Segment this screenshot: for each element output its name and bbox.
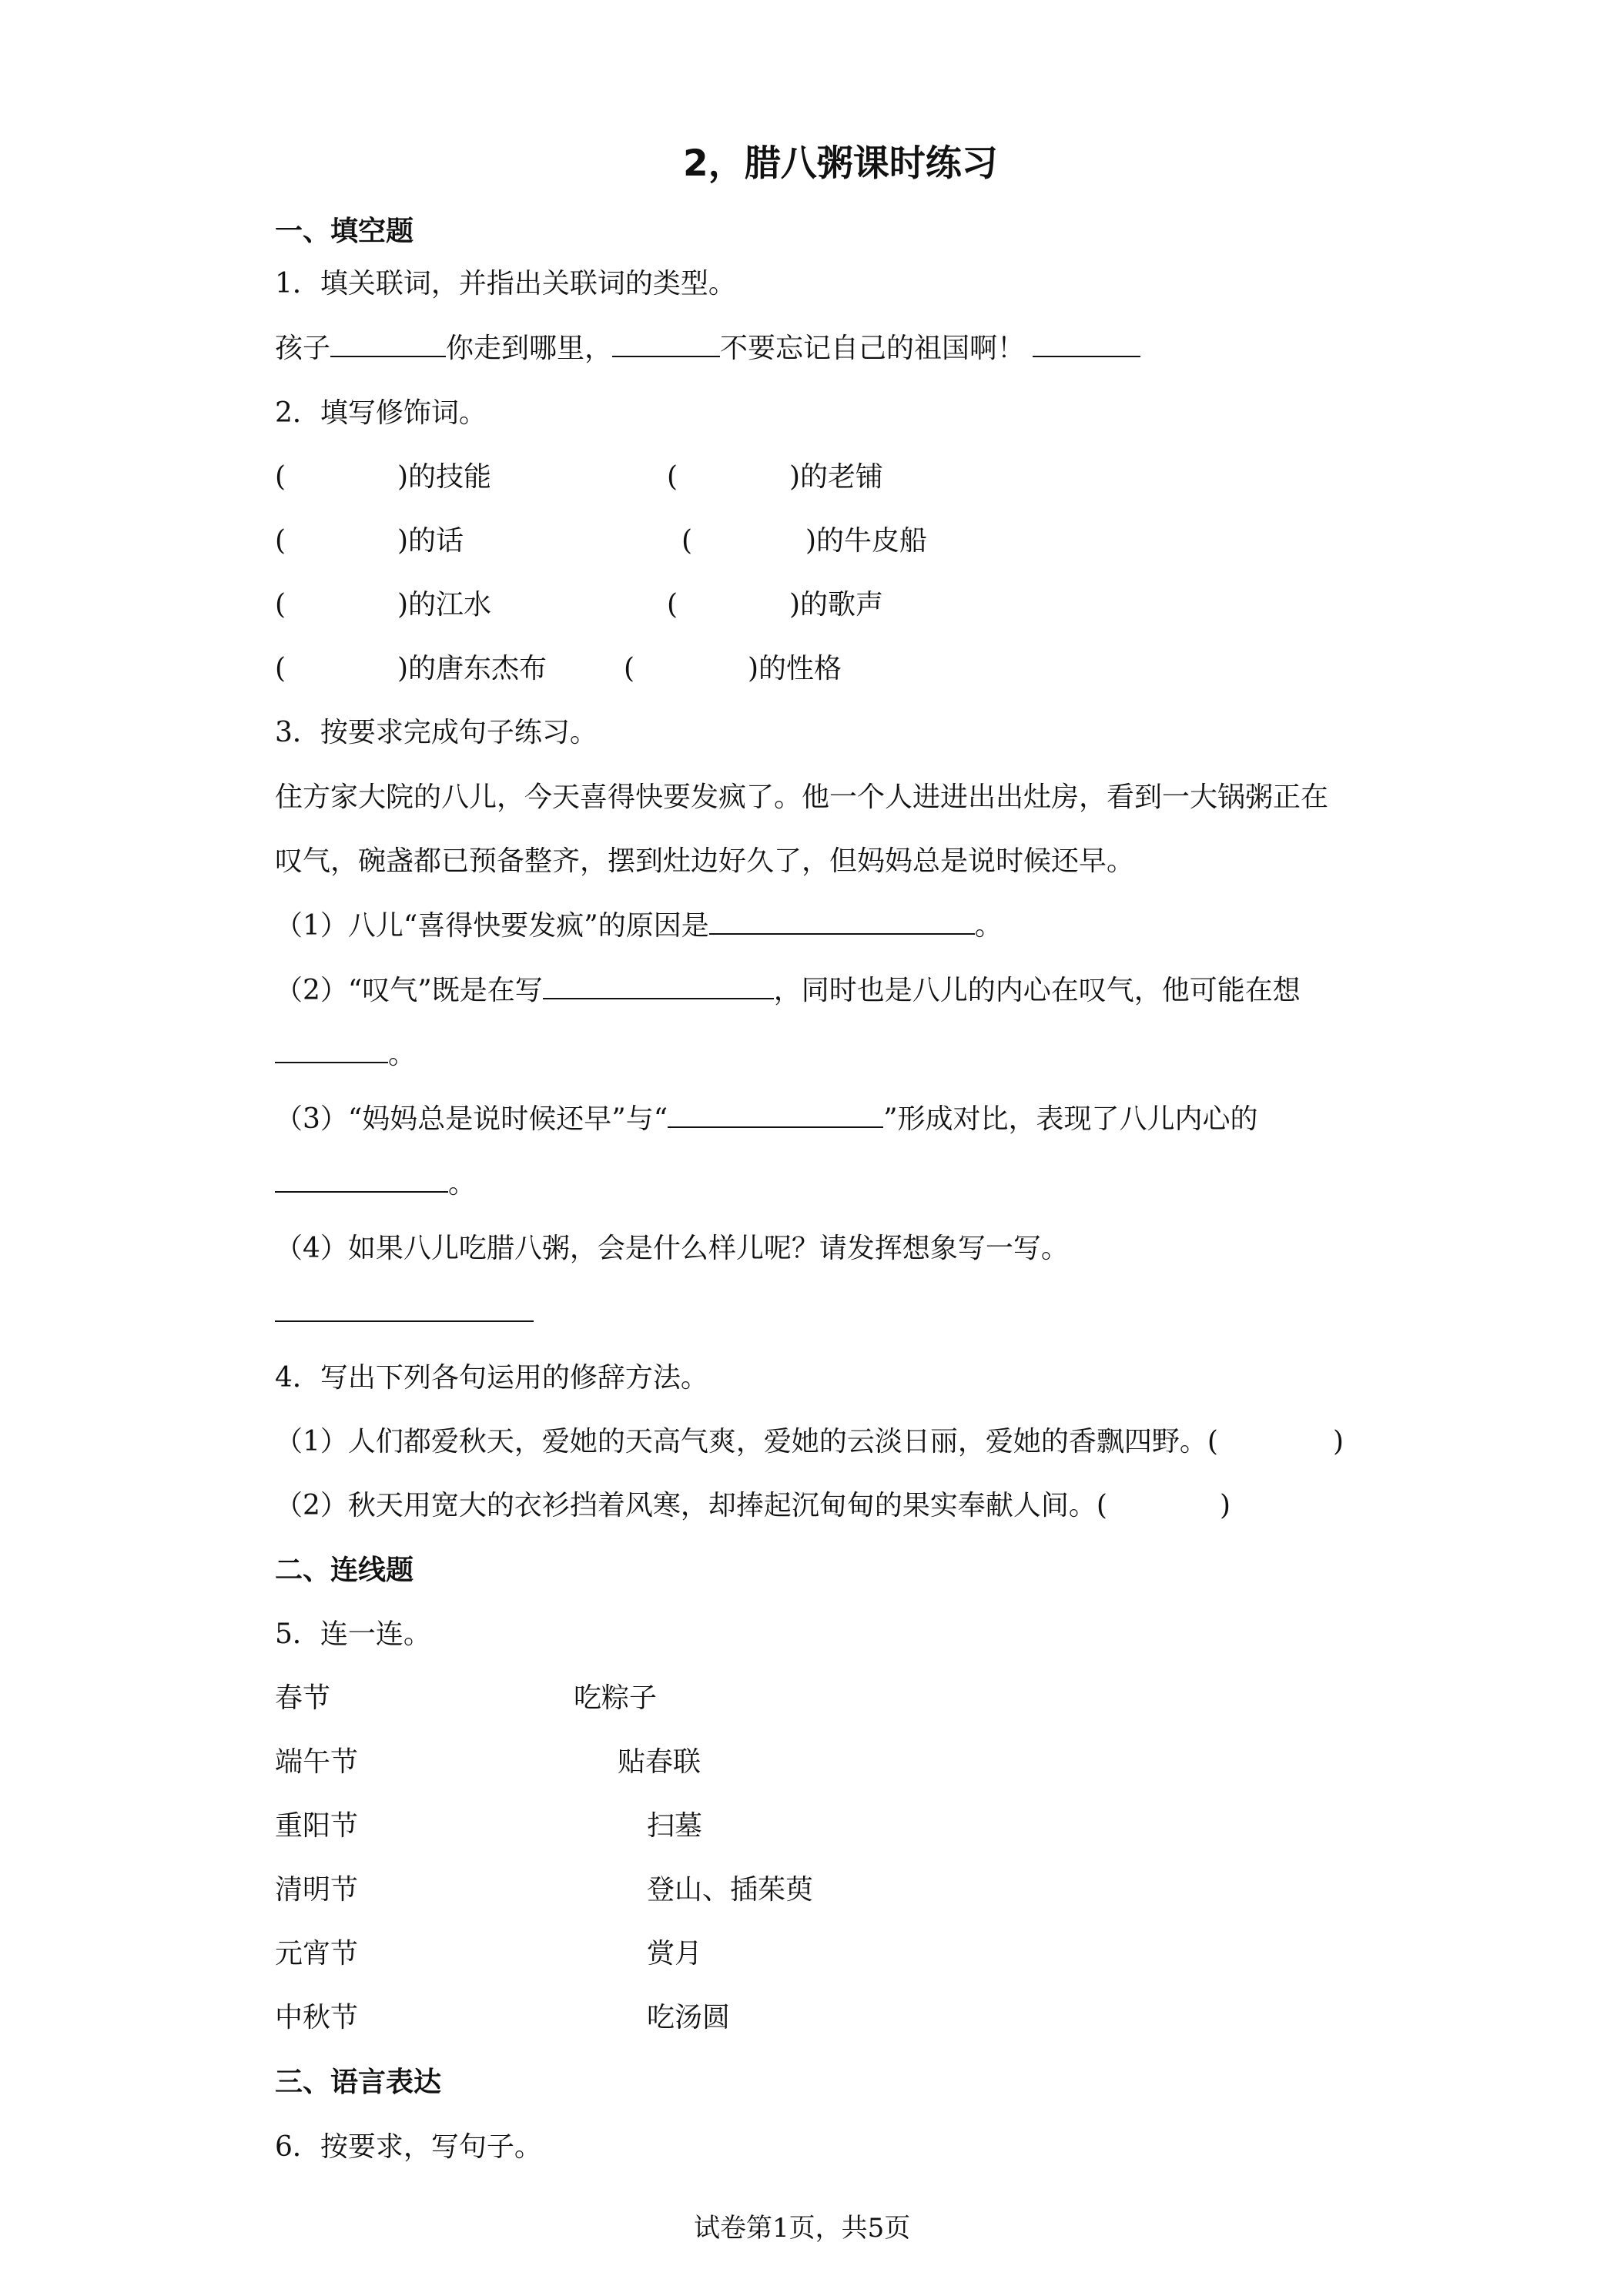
q3-sub-4: （4）如果八儿吃腊八粥，会是什么样儿呢？请发挥想象写一写。 (275, 1233, 1069, 1264)
q2-item-3-left: )的江水 (397, 589, 492, 621)
q2-item-4-left: )的唐东杰布 (397, 653, 547, 684)
question-1-prompt: 1．填关联词，并指出关联词的类型。 (275, 268, 736, 300)
q3-sub-2-cont (275, 1036, 416, 1074)
q3-sub-2-text: （2）“叹气”既是在写 (275, 975, 543, 1006)
q3-sub-3-text: （3）“妈妈总是说时候还早”与“ (275, 1103, 668, 1135)
q2-item-1-left: )的技能 (397, 461, 492, 493)
question-3-prompt: 3．按要求完成句子练习。 (275, 717, 598, 748)
q2-paren-open: ( (275, 653, 286, 684)
question-5-prompt: 5．连一连。 (275, 1618, 431, 1650)
answer-blank[interactable] (543, 972, 774, 999)
answer-blank[interactable] (275, 1294, 534, 1322)
answer-blank[interactable] (275, 1036, 388, 1063)
q3-sub-3 (275, 1100, 1258, 1139)
match-left-item[interactable]: 清明节 (275, 1874, 359, 1906)
match-right-item[interactable]: 吃粽子 (574, 1682, 658, 1714)
q2-paren-open: ( (275, 525, 286, 557)
q3-passage-line-2: 叹气，碗盏都已预备整齐，摆到灶边好久了，但妈妈总是说时候还早。 (275, 845, 1135, 877)
q3-sub-2-end: 。 (388, 1039, 417, 1070)
q3-sub-3-text-b: ”形成对比，表现了八儿内心的 (883, 1103, 1258, 1135)
page-title: 2，腊八粥课时练习 (683, 142, 998, 185)
q2-item-4-right: )的性格 (748, 653, 842, 684)
match-right-item[interactable]: 登山、插茱萸 (647, 1874, 814, 1906)
q2-paren-open: ( (667, 461, 678, 493)
answer-blank[interactable] (275, 1165, 448, 1193)
q3-sub-3-cont (275, 1165, 476, 1203)
match-right-item[interactable]: 吃汤圆 (647, 2002, 731, 2033)
q4-sub-1-close: ) (1333, 1426, 1344, 1458)
match-left-item[interactable]: 端午节 (275, 1746, 359, 1778)
q2-item-1-right: )的老铺 (789, 461, 884, 493)
q4-sub-2: （2）秋天用宽大的衣衫挡着风寒，却捧起沉甸甸的果实奉献人间。( (275, 1490, 1107, 1521)
match-left-item[interactable]: 重阳节 (275, 1810, 359, 1842)
q2-item-3-right: )的歌声 (789, 589, 884, 621)
q3-sub-1-end: 。 (974, 910, 1003, 942)
q2-paren-open: ( (667, 589, 678, 621)
section-heading-language-expression: 三、语言表达 (275, 2067, 442, 2098)
question-2-prompt: 2．填写修饰词。 (275, 397, 487, 429)
match-right-item[interactable]: 赏月 (647, 1938, 703, 1970)
q3-sub-1-text: （1）八儿“喜得快要发疯”的原因是 (275, 910, 709, 942)
q1-text-a: 孩子 (275, 333, 331, 364)
question-1-sentence (275, 330, 1140, 368)
answer-blank[interactable] (668, 1100, 883, 1128)
q2-paren-open: ( (275, 589, 286, 621)
answer-blank[interactable] (612, 330, 720, 357)
q2-paren-open: ( (624, 653, 635, 684)
match-right-item[interactable]: 贴春联 (618, 1746, 702, 1778)
q2-item-2-right: )的牛皮船 (805, 525, 928, 557)
q2-item-2-left: )的话 (397, 525, 464, 557)
match-left-item[interactable]: 春节 (275, 1682, 331, 1714)
q1-text-b: 你走到哪里， (446, 333, 613, 364)
match-left-item[interactable]: 中秋节 (275, 2002, 359, 2033)
q3-sub-3-end: 。 (448, 1168, 477, 1200)
q1-text-c: 不要忘记自己的祖国啊！ (720, 333, 1026, 364)
question-6-prompt: 6．按要求，写句子。 (275, 2131, 542, 2163)
question-4-prompt: 4．写出下列各句运用的修辞方法。 (275, 1362, 708, 1394)
q3-passage-line-1: 住方家大院的八儿，今天喜得快要发疯了。他一个人进进出出灶房，看到一大锅粥正在 (275, 782, 1329, 813)
q4-sub-1: （1）人们都爱秋天，爱她的天高气爽，爱她的云淡日丽，爱她的香飘四野。( (275, 1426, 1218, 1458)
q3-sub-2 (275, 972, 1301, 1010)
q3-sub-4-answer (275, 1294, 534, 1333)
page-footer: 试卷第1页，共5页 (694, 2213, 911, 2244)
answer-blank[interactable] (1033, 330, 1140, 357)
answer-blank[interactable] (330, 330, 446, 357)
match-right-item[interactable]: 扫墓 (647, 1810, 703, 1842)
q2-paren-open: ( (681, 525, 693, 557)
q2-paren-open: ( (275, 461, 286, 493)
answer-blank[interactable] (709, 907, 975, 935)
match-left-item[interactable]: 元宵节 (275, 1938, 359, 1970)
q4-sub-2-close: ) (1220, 1490, 1231, 1521)
section-heading-fill-blank: 一、填空题 (275, 216, 414, 247)
q3-sub-1 (275, 907, 1003, 946)
q3-sub-2-text-b: ，同时也是八儿的内心在叹气，他可能在想 (773, 975, 1301, 1006)
section-heading-matching: 二、连线题 (275, 1555, 414, 1586)
